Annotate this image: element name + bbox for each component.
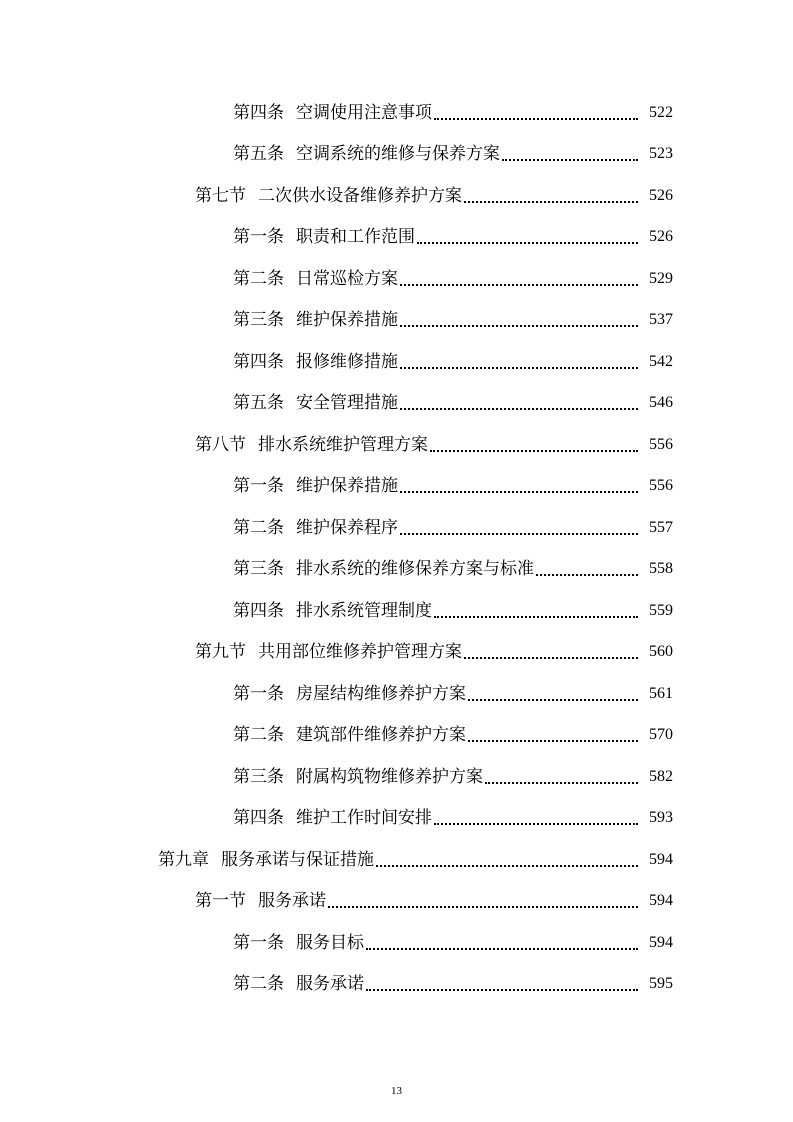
- toc-entry-number: 第八节: [195, 434, 246, 455]
- dot-leader: [485, 782, 638, 784]
- table-of-contents: [0, 92, 793, 1005]
- dot-leader: [400, 284, 638, 286]
- toc-entry-page: 595: [649, 975, 673, 993]
- toc-entry[interactable]: [0, 756, 793, 798]
- toc-entry-title: 维护保养措施: [296, 310, 398, 331]
- toc-entry-title: 维护保养措施: [296, 476, 398, 497]
- toc-entry-page: 526: [649, 228, 673, 246]
- dot-leader: [468, 699, 638, 701]
- toc-entry[interactable]: [0, 341, 793, 383]
- toc-entry-page: 522: [649, 103, 673, 121]
- toc-entry[interactable]: [0, 258, 793, 300]
- dot-leader: [536, 574, 638, 576]
- toc-entry-title: 排水系统维护管理方案: [258, 434, 428, 455]
- toc-entry-title: 职责和工作范围: [296, 227, 415, 248]
- dot-leader: [400, 325, 638, 327]
- toc-entry[interactable]: [0, 881, 793, 923]
- dot-leader: [366, 989, 638, 991]
- toc-entry-number: 第九章: [158, 849, 209, 870]
- toc-entry-title: 二次供水设备维修养护方案: [258, 185, 462, 206]
- dot-leader: [434, 823, 638, 825]
- toc-entry-number: 第四条: [233, 600, 284, 621]
- toc-entry-page: 546: [649, 394, 673, 412]
- dot-leader: [434, 616, 638, 618]
- toc-entry-number: 第四条: [233, 351, 284, 372]
- toc-entry-number: 第三条: [233, 766, 284, 787]
- toc-entry-title: 房屋结构维修养护方案: [296, 683, 466, 704]
- toc-entry-number: 第一条: [233, 932, 284, 953]
- toc-entry-page: 529: [649, 269, 673, 287]
- toc-entry-page: 594: [649, 892, 673, 910]
- toc-entry[interactable]: [0, 92, 793, 134]
- dot-leader: [400, 408, 638, 410]
- dot-leader: [328, 906, 638, 908]
- toc-entry-number: 第二条: [233, 725, 284, 746]
- toc-entry-page: 570: [649, 726, 673, 744]
- toc-entry-page: 542: [649, 352, 673, 370]
- toc-entry-number: 第二条: [233, 268, 284, 289]
- toc-entry-number: 第五条: [233, 144, 284, 165]
- toc-entry-title: 空调系统的维修与保养方案: [296, 144, 500, 165]
- toc-entry[interactable]: [0, 383, 793, 425]
- toc-entry-page: 557: [649, 518, 673, 536]
- toc-entry-title: 附属构筑物维修养护方案: [296, 766, 483, 787]
- toc-entry-number: 第二条: [233, 517, 284, 538]
- toc-entry[interactable]: [0, 466, 793, 508]
- toc-entry-page: 594: [649, 850, 673, 868]
- toc-entry-page: 556: [649, 435, 673, 453]
- dot-leader: [430, 450, 638, 452]
- toc-entry-page: 582: [649, 767, 673, 785]
- dot-leader: [502, 159, 638, 161]
- dot-leader: [434, 118, 638, 120]
- toc-entry-number: 第四条: [233, 102, 284, 123]
- dot-leader: [376, 865, 638, 867]
- toc-entry-number: 第一条: [233, 683, 284, 704]
- dot-leader: [468, 740, 638, 742]
- toc-entry-number: 第三条: [233, 559, 284, 580]
- toc-entry-title: 共用部位维修养护管理方案: [258, 642, 462, 663]
- dot-leader: [366, 948, 638, 950]
- toc-entry-number: 第一节: [195, 891, 246, 912]
- toc-entry-title: 服务承诺与保证措施: [221, 849, 374, 870]
- toc-entry-page: 526: [649, 186, 673, 204]
- dot-leader: [464, 657, 638, 659]
- toc-entry-page: 559: [649, 601, 673, 619]
- toc-entry-title: 服务承诺: [296, 974, 364, 995]
- toc-entry[interactable]: [0, 134, 793, 176]
- dot-leader: [464, 201, 638, 203]
- toc-entry-page: 561: [649, 684, 673, 702]
- toc-entry-page: 594: [649, 933, 673, 951]
- dot-leader: [417, 242, 638, 244]
- toc-entry-title: 维护工作时间安排: [296, 808, 432, 829]
- toc-entry-number: 第九节: [195, 642, 246, 663]
- toc-entry-title: 服务承诺: [258, 891, 326, 912]
- toc-entry-number: 第二条: [233, 974, 284, 995]
- toc-entry-number: 第七节: [195, 185, 246, 206]
- toc-entry-title: 维护保养程序: [296, 517, 398, 538]
- toc-entry-page: 558: [649, 560, 673, 578]
- page-number: 13: [391, 1085, 402, 1097]
- toc-entry[interactable]: [0, 922, 793, 964]
- toc-entry-number: 第一条: [233, 476, 284, 497]
- toc-entry-title: 建筑部件维修养护方案: [296, 725, 466, 746]
- dot-leader: [400, 533, 638, 535]
- toc-entry-number: 第五条: [233, 393, 284, 414]
- toc-entry-title: 安全管理措施: [296, 393, 398, 414]
- toc-entry-title: 日常巡检方案: [296, 268, 398, 289]
- toc-entry[interactable]: [0, 175, 793, 217]
- toc-entry-title: 空调使用注意事项: [296, 102, 432, 123]
- toc-entry-number: 第一条: [233, 227, 284, 248]
- toc-entry-page: 523: [649, 145, 673, 163]
- toc-entry[interactable]: [0, 549, 793, 591]
- toc-entry-title: 服务目标: [296, 932, 364, 953]
- toc-entry[interactable]: [0, 839, 793, 881]
- toc-entry-page: 593: [649, 809, 673, 827]
- toc-entry-title: 排水系统的维修保养方案与标准: [296, 559, 534, 580]
- toc-entry-number: 第四条: [233, 808, 284, 829]
- toc-entry-page: 560: [649, 643, 673, 661]
- toc-entry[interactable]: [0, 590, 793, 632]
- toc-entry[interactable]: [0, 507, 793, 549]
- toc-entry[interactable]: [0, 632, 793, 674]
- toc-entry[interactable]: [0, 798, 793, 840]
- dot-leader: [400, 491, 638, 493]
- toc-entry-title: 排水系统管理制度: [296, 600, 432, 621]
- dot-leader: [400, 367, 638, 369]
- toc-entry[interactable]: [0, 964, 793, 1006]
- toc-entry[interactable]: [0, 217, 793, 259]
- toc-entry[interactable]: [0, 715, 793, 757]
- toc-entry-number: 第三条: [233, 310, 284, 331]
- toc-entry[interactable]: [0, 424, 793, 466]
- toc-entry[interactable]: [0, 300, 793, 342]
- toc-entry-title: 报修维修措施: [296, 351, 398, 372]
- toc-entry[interactable]: [0, 673, 793, 715]
- toc-entry-page: 537: [649, 311, 673, 329]
- toc-entry-page: 556: [649, 477, 673, 495]
